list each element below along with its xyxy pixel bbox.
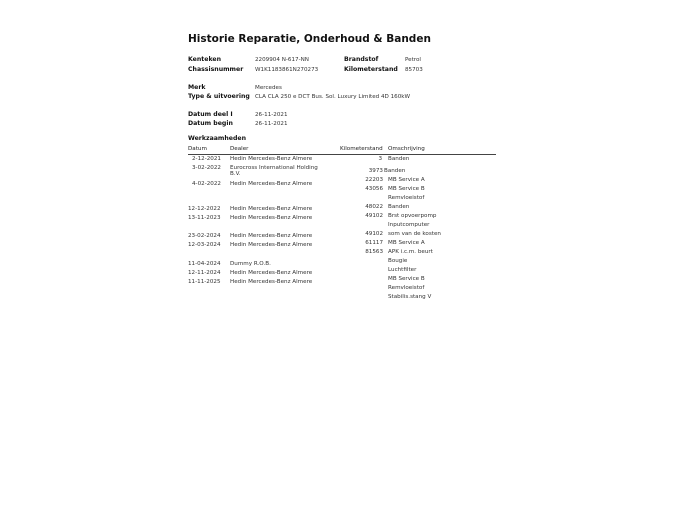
visit-datum: 12-11-2024 <box>188 270 221 276</box>
work-omschrijving: APK i.c.m. beurt <box>388 249 433 255</box>
visit-dealer: Hedin Mercedes-Benz Almere <box>230 181 313 187</box>
work-omschrijving: MB Service B <box>388 186 425 192</box>
work-omschrijving: Remvloeistof <box>388 285 425 291</box>
kilometerstand-value: 85703 <box>405 67 423 73</box>
visit-dealer: Hedin Mercedes-Benz Almere <box>230 242 313 248</box>
visit-dealer: Hedin Mercedes-Benz Almere <box>230 215 313 221</box>
work-km: 61117 <box>365 240 383 246</box>
type-value: CLA CLA 250 e DCT Bus. Sol. Luxury Limited 4D 160kW <box>255 94 411 100</box>
work-km: 3973 <box>368 168 383 174</box>
work-omschrijving: MB Service A <box>388 177 425 183</box>
visit-datum: 11-04-2024 <box>188 261 221 267</box>
visit-datum: 13-11-2023 <box>188 215 221 221</box>
visit-datum: 23-02-2024 <box>188 233 221 239</box>
work-km: 22203 <box>365 177 383 183</box>
visit-datum: 12-03-2024 <box>188 242 221 248</box>
visit-datum: 12-12-2022 <box>188 206 221 212</box>
type-label: Type & uitvoering <box>188 93 250 100</box>
work-km: 48022 <box>365 204 383 210</box>
work-omschrijving: Banden <box>388 204 410 210</box>
chassis-value: W1K1183861N270273 <box>255 67 319 73</box>
visit-dealer: Hedin Mercedes-Benz Almere <box>230 156 313 162</box>
col-header-datum: Datum <box>188 146 207 152</box>
work-km: 3 <box>378 156 382 162</box>
brandstof-value: Petrol <box>405 57 421 63</box>
col-header-kilometerstand: Kilometerstand <box>340 146 383 152</box>
datum-deel-value: 26-11-2021 <box>255 112 288 118</box>
brandstof-label: Brandstof <box>344 56 379 63</box>
visit-datum: 2-12-2021 <box>192 156 221 162</box>
visit-dealer: Dummy R.O.B. <box>230 261 271 267</box>
work-km: 81563 <box>365 249 383 255</box>
merk-label: Merk <box>188 84 206 91</box>
work-omschrijving: Remvloeistof <box>388 195 425 201</box>
work-km: 49102 <box>365 213 383 219</box>
visit-dealer: Eurocross International Holding B.V. <box>230 165 318 178</box>
work-omschrijving: MB Service B <box>388 276 425 282</box>
werkzaamheden-heading: Werkzaamheden <box>188 135 246 142</box>
work-omschrijving: Bougie <box>388 258 408 264</box>
visit-dealer: Hedin Mercedes-Benz Almere <box>230 233 313 239</box>
visit-dealer: Hedin Mercedes-Benz Almere <box>230 279 313 285</box>
kilometerstand-label: Kilometerstand <box>344 66 398 73</box>
visit-dealer: Hedin Mercedes-Benz Almere <box>230 206 313 212</box>
work-omschrijving: MB Service A <box>388 240 425 246</box>
chassis-label: Chassisnummer <box>188 66 244 73</box>
page-title: Historie Reparatie, Onderhoud & Banden <box>188 33 431 45</box>
kenteken-label: Kenteken <box>188 56 221 63</box>
work-omschrijving: Banden <box>388 156 410 162</box>
visit-dealer: Hedin Mercedes-Benz Almere <box>230 270 313 276</box>
visit-datum: 4-02-2022 <box>192 181 221 187</box>
merk-value: Mercedes <box>255 85 282 91</box>
datum-deel-label: Datum deel I <box>188 111 233 118</box>
work-omschrijving: som van de kosten <box>388 231 441 237</box>
col-header-omschrijving: Omschrijving <box>388 146 425 152</box>
work-omschrijving: Inputcomputer <box>388 222 430 228</box>
work-km: 43056 <box>365 186 383 192</box>
col-header-dealer: Dealer <box>230 146 249 152</box>
visit-datum: 11-11-2025 <box>188 279 221 285</box>
work-omschrijving: Stabilis.stang V <box>388 294 432 300</box>
header-divider <box>188 154 496 155</box>
work-omschrijving: Banden <box>384 168 406 174</box>
visit-datum: 3-02-2022 <box>192 165 221 171</box>
datum-begin-value: 26-11-2021 <box>255 121 288 127</box>
work-omschrijving: Luchtfilter <box>388 267 417 273</box>
work-km: 49102 <box>365 231 383 237</box>
datum-begin-label: Datum begin <box>188 120 233 127</box>
work-omschrijving: Brst opvoerpomp <box>388 213 437 219</box>
kenteken-value: 2209904 N-617-NN <box>255 57 309 63</box>
